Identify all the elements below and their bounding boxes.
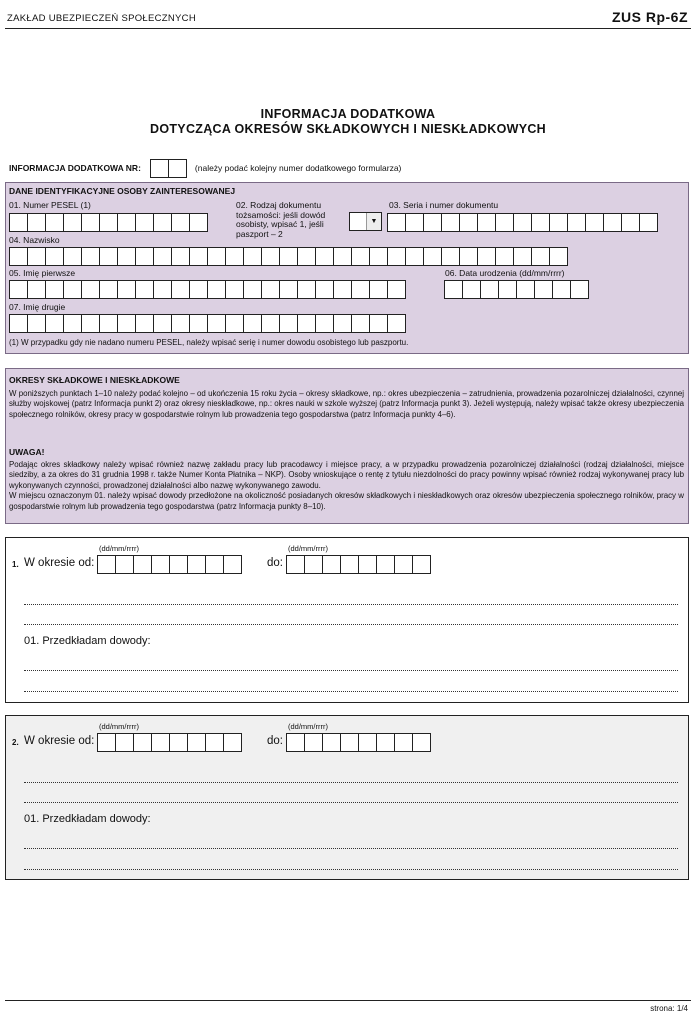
input-cell[interactable]	[189, 314, 208, 333]
evidence-line[interactable]	[24, 869, 678, 870]
period-from-format: (dd/mm/rrrr)	[99, 544, 139, 553]
input-cell[interactable]	[333, 314, 352, 333]
pesel-label: 01. Numer PESEL (1)	[9, 200, 91, 210]
input-cell[interactable]	[171, 213, 190, 232]
input-cell[interactable]	[117, 247, 136, 266]
period-entry	[5, 715, 689, 880]
input-cell[interactable]	[99, 314, 118, 333]
chevron-down-icon[interactable]: ▼	[366, 213, 381, 230]
period-from-label: W okresie od:	[24, 735, 95, 747]
periods-info-paragraph: W poniższych punktach 1–10 należy podać kolejno – od ukończenia 15 roku życia – okresy składkowe, np.: okres ubezpieczenia – zatrudnienia, prowadzenia pozarolniczej działalności, czynnej służby wojskowej (patrz Informacja punkt 2) oraz okresy nieskładkowe, np.: okres nauki w szkole wyższej (patrz Informacja punkt 3). Jeżeli występują, należy wpisać także okresy ubezpieczenia społecznego rolników, okresy pracy w gospodarstwie rolnym lub prowadzenia tego gospodarstwa (patrz Informacja punkty 4–6).	[9, 389, 684, 419]
period-to-label: do:	[267, 735, 283, 747]
input-cell[interactable]	[205, 733, 224, 752]
input-cell[interactable]	[570, 280, 589, 299]
input-cell[interactable]	[549, 247, 568, 266]
input-cell[interactable]	[369, 280, 388, 299]
input-cell[interactable]	[63, 314, 82, 333]
input-cell[interactable]	[387, 314, 406, 333]
evidence-line[interactable]	[24, 691, 678, 692]
input-cell[interactable]	[243, 314, 262, 333]
input-cell[interactable]	[459, 247, 478, 266]
input-cell[interactable]	[45, 314, 64, 333]
input-cell[interactable]	[171, 314, 190, 333]
input-cell[interactable]	[117, 280, 136, 299]
input-cell[interactable]	[333, 247, 352, 266]
input-cell[interactable]	[441, 213, 460, 232]
input-cell[interactable]	[27, 280, 46, 299]
period-from-date-field[interactable]	[97, 555, 241, 574]
period-to-date-field[interactable]	[286, 733, 430, 752]
input-cell[interactable]	[387, 280, 406, 299]
input-cell[interactable]	[168, 159, 187, 178]
input-cell[interactable]	[63, 213, 82, 232]
form-code: ZUS Rp-6Z	[611, 9, 688, 25]
pesel-field[interactable]	[9, 213, 207, 232]
supplement-number-field[interactable]	[150, 159, 186, 178]
period-from-label: W okresie od:	[24, 557, 95, 569]
input-cell[interactable]	[115, 555, 134, 574]
input-cell[interactable]	[351, 314, 370, 333]
period-entry	[5, 537, 689, 703]
input-cell[interactable]	[351, 247, 370, 266]
period-number: 2.	[12, 738, 19, 747]
input-cell[interactable]	[27, 314, 46, 333]
input-cell[interactable]	[412, 555, 431, 574]
input-cell[interactable]	[549, 213, 568, 232]
input-cell[interactable]	[207, 247, 226, 266]
header-divider	[5, 28, 691, 29]
input-cell[interactable]	[351, 280, 370, 299]
input-cell[interactable]	[513, 213, 532, 232]
input-cell[interactable]	[387, 213, 406, 232]
period-to-format: (dd/mm/rrrr)	[288, 722, 328, 731]
input-cell[interactable]	[81, 280, 100, 299]
input-cell[interactable]	[27, 247, 46, 266]
input-cell[interactable]	[135, 213, 154, 232]
form-title-line-1: INFORMACJA DODATKOWA	[260, 107, 436, 121]
input-cell[interactable]	[169, 555, 188, 574]
input-cell[interactable]	[153, 213, 172, 232]
input-cell[interactable]	[207, 314, 226, 333]
input-cell[interactable]	[477, 213, 496, 232]
input-cell[interactable]	[27, 213, 46, 232]
first-name-label: 05. Imię pierwsze	[9, 268, 76, 278]
input-cell[interactable]	[322, 733, 341, 752]
input-cell[interactable]	[477, 247, 496, 266]
input-cell[interactable]	[243, 247, 262, 266]
pesel-footnote: (1) W przypadku gdy nie nadano numeru PESEL, należy wpisać serię i numer dowodu osobistego lub paszportu.	[9, 338, 409, 347]
input-cell[interactable]	[534, 280, 553, 299]
input-cell[interactable]	[171, 280, 190, 299]
input-cell[interactable]	[9, 213, 28, 232]
input-cell[interactable]	[279, 280, 298, 299]
input-cell[interactable]	[369, 247, 388, 266]
input-cell[interactable]	[315, 247, 334, 266]
input-cell[interactable]	[376, 555, 395, 574]
input-cell[interactable]	[358, 733, 377, 752]
input-cell[interactable]	[187, 733, 206, 752]
input-cell[interactable]	[340, 555, 359, 574]
input-cell[interactable]	[412, 733, 431, 752]
input-cell[interactable]	[187, 555, 206, 574]
input-cell[interactable]	[459, 213, 478, 232]
period-from-format: (dd/mm/rrrr)	[99, 722, 139, 731]
surname-label: 04. Nazwisko	[9, 235, 60, 245]
input-cell[interactable]	[322, 555, 341, 574]
evidence-label: 01. Przedkładam dowody:	[24, 635, 151, 647]
input-cell[interactable]	[81, 247, 100, 266]
input-cell[interactable]	[63, 280, 82, 299]
input-cell[interactable]	[135, 314, 154, 333]
birth-date-label: 06. Data urodzenia (dd/mm/rrrr)	[445, 268, 565, 278]
input-cell[interactable]	[171, 247, 190, 266]
first-name-field[interactable]	[9, 280, 405, 299]
evidence-label: 01. Przedkładam dowody:	[24, 813, 151, 825]
institution-name: ZAKŁAD UBEZPIECZEŃ SPOŁECZNYCH	[7, 13, 197, 24]
input-cell[interactable]	[495, 247, 514, 266]
uwaga-title: UWAGA!	[9, 447, 45, 457]
description-line[interactable]	[24, 604, 678, 605]
input-cell[interactable]	[97, 733, 116, 752]
periods-info-section	[5, 368, 689, 524]
page-number: strona: 1/4	[650, 1004, 688, 1013]
input-cell[interactable]	[99, 280, 118, 299]
input-cell[interactable]	[480, 280, 499, 299]
input-cell[interactable]	[394, 733, 413, 752]
evidence-line[interactable]	[24, 848, 678, 849]
input-cell[interactable]	[621, 213, 640, 232]
input-cell[interactable]	[9, 247, 28, 266]
document-type-select[interactable]	[349, 212, 382, 231]
input-cell[interactable]	[261, 314, 280, 333]
description-line[interactable]	[24, 782, 678, 783]
input-cell[interactable]	[225, 280, 244, 299]
surname-field[interactable]	[9, 247, 567, 266]
periods-info-title: OKRESY SKŁADKOWE I NIESKŁADKOWE	[9, 375, 180, 385]
input-cell[interactable]	[531, 213, 550, 232]
input-cell[interactable]	[639, 213, 658, 232]
description-line[interactable]	[24, 624, 678, 625]
input-cell[interactable]	[133, 733, 152, 752]
input-cell[interactable]	[225, 247, 244, 266]
input-cell[interactable]	[423, 247, 442, 266]
input-cell[interactable]	[423, 213, 442, 232]
document-number-label: 03. Seria i numer dokumentu	[389, 200, 499, 210]
description-line[interactable]	[24, 802, 678, 803]
input-cell[interactable]	[333, 280, 352, 299]
footer-divider	[5, 1000, 691, 1001]
input-cell[interactable]	[279, 314, 298, 333]
input-cell[interactable]	[261, 280, 280, 299]
input-cell[interactable]	[304, 733, 323, 752]
input-cell[interactable]	[387, 247, 406, 266]
input-cell[interactable]	[99, 213, 118, 232]
input-cell[interactable]	[340, 733, 359, 752]
input-cell[interactable]	[405, 213, 424, 232]
input-cell[interactable]	[315, 314, 334, 333]
input-cell[interactable]	[117, 314, 136, 333]
input-cell[interactable]	[81, 213, 100, 232]
input-cell[interactable]	[135, 280, 154, 299]
supplement-number-note: (należy podać kolejny numer dodatkowego formularza)	[194, 163, 402, 173]
input-cell[interactable]	[315, 280, 334, 299]
input-cell[interactable]	[223, 555, 242, 574]
input-cell[interactable]	[133, 555, 152, 574]
document-number-field[interactable]	[387, 213, 657, 232]
input-cell[interactable]	[376, 733, 395, 752]
input-cell[interactable]	[261, 247, 280, 266]
input-cell[interactable]	[552, 280, 571, 299]
uwaga-paragraph	[9, 460, 684, 512]
period-number: 1.	[12, 560, 19, 569]
input-cell[interactable]	[495, 213, 514, 232]
input-cell[interactable]	[117, 213, 136, 232]
input-cell[interactable]	[9, 280, 28, 299]
input-cell[interactable]	[462, 280, 481, 299]
input-cell[interactable]	[63, 247, 82, 266]
input-cell[interactable]	[394, 555, 413, 574]
input-cell[interactable]	[444, 280, 463, 299]
input-cell[interactable]	[81, 314, 100, 333]
input-cell[interactable]	[150, 159, 169, 178]
input-cell[interactable]	[243, 280, 262, 299]
supplement-number-row	[9, 158, 401, 178]
input-cell[interactable]	[567, 213, 586, 232]
supplement-number-label: INFORMACJA DODATKOWA NR:	[9, 163, 141, 173]
period-to-date-field[interactable]	[286, 555, 430, 574]
form-title-line-2: DOTYCZĄCA OKRESÓW SKŁADKOWYCH I NIESKŁADKOWYCH	[150, 122, 546, 136]
input-cell[interactable]	[151, 733, 170, 752]
input-cell[interactable]	[115, 733, 134, 752]
input-cell[interactable]	[286, 555, 305, 574]
period-to-format: (dd/mm/rrrr)	[288, 544, 328, 553]
uwaga-text-2: W miejscu oznaczonym 01. należy wpisać dowody przedłożone na okoliczność posiadanych okresów składkowych i nieskładkowych oraz okresów ubezpieczenia społecznego rolników, pracy w gospodarstwie rolnym lub prowadzenia tego gospodarstwa (patrz Informacja punkty 8–10).	[9, 491, 684, 511]
form-title	[0, 107, 696, 137]
input-cell[interactable]	[405, 247, 424, 266]
input-cell[interactable]	[358, 555, 377, 574]
input-cell[interactable]	[516, 280, 535, 299]
second-name-field[interactable]	[9, 314, 405, 333]
input-cell[interactable]	[304, 555, 323, 574]
input-cell[interactable]	[189, 247, 208, 266]
input-cell[interactable]	[189, 213, 208, 232]
input-cell[interactable]	[279, 247, 298, 266]
input-cell[interactable]	[153, 314, 172, 333]
input-cell[interactable]	[45, 247, 64, 266]
input-cell[interactable]	[99, 247, 118, 266]
input-cell[interactable]	[225, 314, 244, 333]
identification-section	[5, 182, 689, 354]
input-cell[interactable]	[9, 314, 28, 333]
input-cell[interactable]	[153, 280, 172, 299]
input-cell[interactable]	[189, 280, 208, 299]
input-cell[interactable]	[498, 280, 517, 299]
input-cell[interactable]	[286, 733, 305, 752]
birth-date-field[interactable]	[444, 280, 588, 299]
input-cell[interactable]	[153, 247, 172, 266]
input-cell[interactable]	[441, 247, 460, 266]
document-type-label: 02. Rodzaj dokumentu tożsamości: jeśli dowód osobisty, wpisać 1, jeśli paszport – 2	[236, 200, 326, 239]
evidence-line[interactable]	[24, 670, 678, 671]
period-to-label: do:	[267, 557, 283, 569]
identification-title: DANE IDENTYFIKACYJNE OSOBY ZAINTERESOWANEJ	[9, 186, 236, 196]
input-cell[interactable]	[603, 213, 622, 232]
uwaga-text: Podając okres składkowy należy wpisać również nazwę zakładu pracy lub pracodawcy i miejsce pracy, a w przypadku prowadzenia pozarolniczej działalności (rodzaj działalności, miejsce siedziby, a za okres do 31 grudnia 1998 r. także Numer Konta Płatnika – NKP). Osoby wnioskujące o rentę z tytułu niezdolności do pracy powinny wpisać również rodzaj wykonywanej pracy lub wykonywanych czynności, prowadzonej działalności albo nazwę wykonywanego zawodu.	[9, 460, 684, 490]
input-cell[interactable]	[45, 213, 64, 232]
input-cell[interactable]	[585, 213, 604, 232]
input-cell[interactable]	[207, 280, 226, 299]
input-cell[interactable]	[97, 555, 116, 574]
input-cell[interactable]	[151, 555, 170, 574]
input-cell[interactable]	[369, 314, 388, 333]
input-cell[interactable]	[297, 280, 316, 299]
input-cell[interactable]	[223, 733, 242, 752]
input-cell[interactable]	[135, 247, 154, 266]
input-cell[interactable]	[297, 314, 316, 333]
input-cell[interactable]	[169, 733, 188, 752]
input-cell[interactable]	[531, 247, 550, 266]
input-cell[interactable]	[45, 280, 64, 299]
period-from-date-field[interactable]	[97, 733, 241, 752]
second-name-label: 07. Imię drugie	[9, 302, 66, 312]
input-cell[interactable]	[513, 247, 532, 266]
input-cell[interactable]	[205, 555, 224, 574]
input-cell[interactable]	[297, 247, 316, 266]
